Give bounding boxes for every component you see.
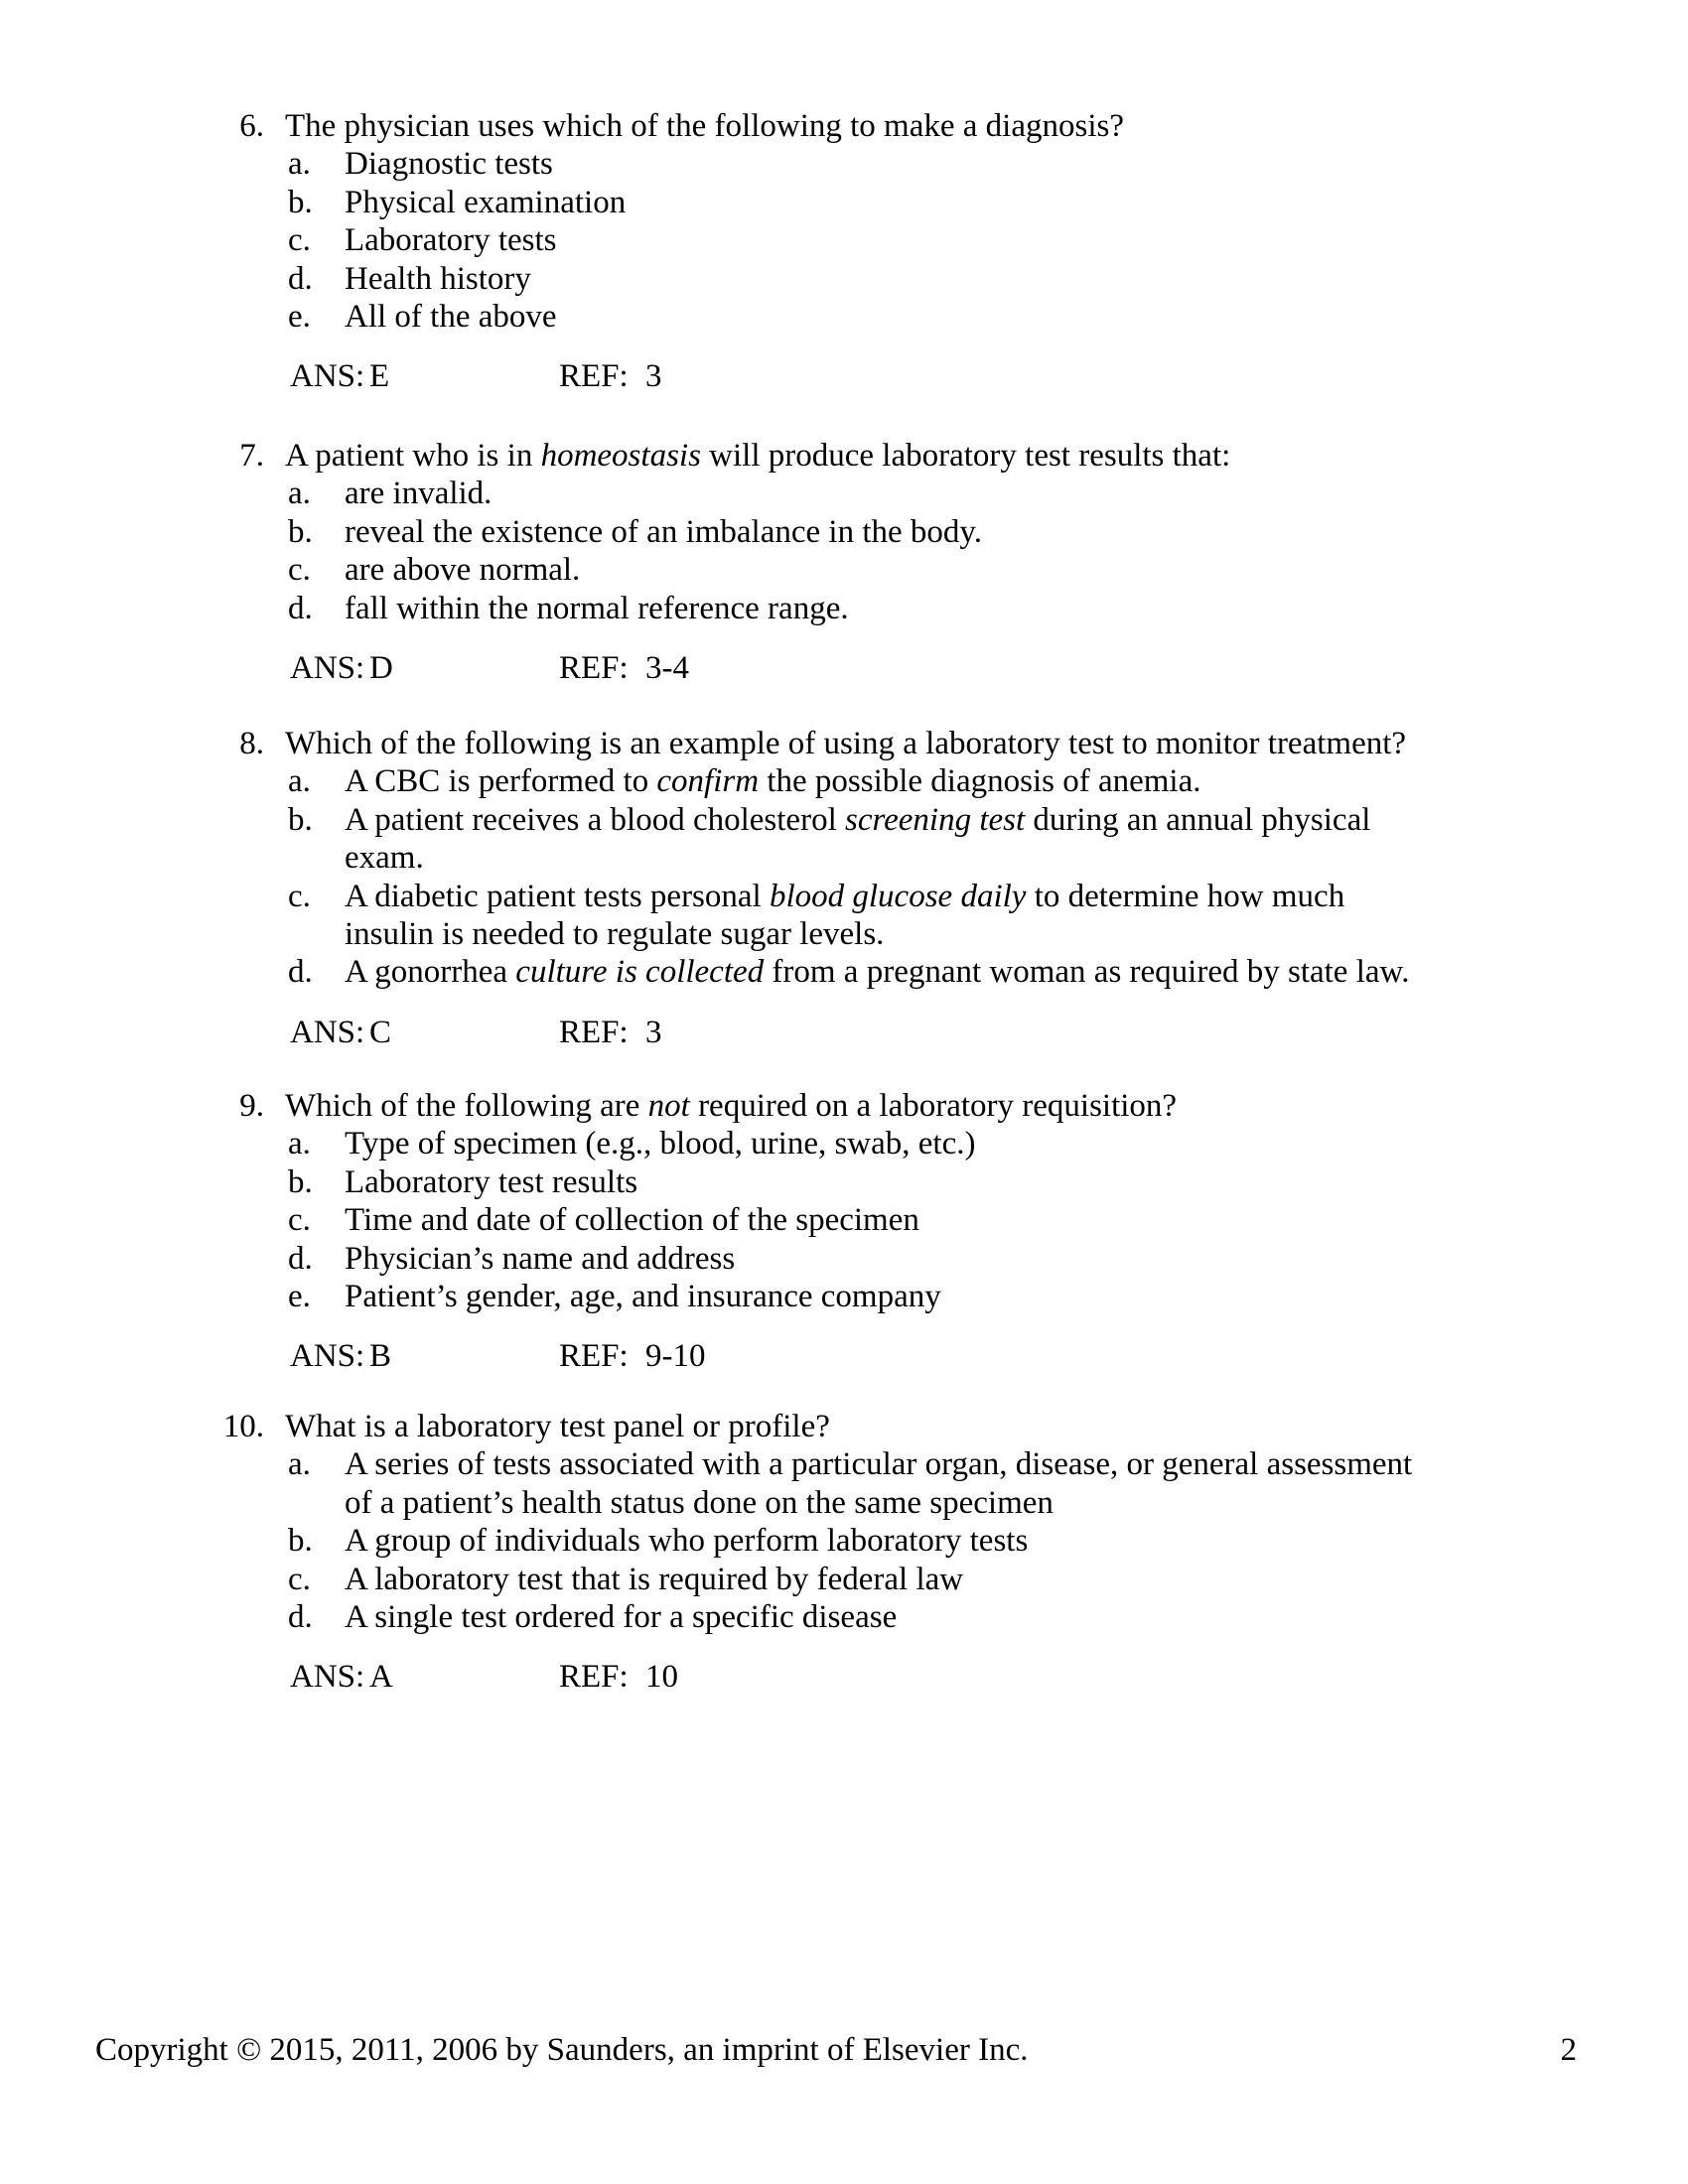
- ans-label: ANS:: [290, 358, 365, 395]
- option-text: A CBC is performed to confirm the possible diagnosis of anemia.: [345, 763, 1201, 800]
- option-letter: d.: [288, 590, 313, 626]
- question-title: A patient who is in homeostasis will produce laboratory test results that:: [285, 438, 1231, 474]
- ans-label: ANS:: [290, 1338, 365, 1375]
- option-row: [0, 1522, 1688, 1560]
- ref-label: REF:: [559, 358, 629, 395]
- option-letter: c.: [288, 878, 311, 914]
- option-text: Laboratory test results: [345, 1163, 638, 1200]
- question-number: 9.: [239, 1088, 264, 1124]
- option-text: Physical examination: [345, 184, 627, 220]
- ref-value: 3-4: [645, 650, 689, 687]
- option-letter: a.: [288, 476, 311, 512]
- option-text: A laboratory test that is required by federal law: [345, 1561, 964, 1597]
- ans-value: E: [369, 358, 390, 395]
- option-row: [0, 260, 1688, 298]
- option-letter: e.: [288, 299, 311, 336]
- option-row: [0, 221, 1688, 259]
- option-row: [0, 1240, 1688, 1278]
- option-letter: a.: [288, 1126, 311, 1162]
- option-letter: c.: [288, 1202, 311, 1239]
- question-number: 6.: [239, 108, 264, 144]
- ans-value: A: [369, 1659, 393, 1696]
- option-letter: c.: [288, 552, 311, 589]
- option-text: reveal the existence of an imbalance in the body.: [345, 513, 983, 550]
- option-letter: b.: [288, 513, 313, 550]
- option-row: [0, 1561, 1688, 1598]
- question-title: What is a laboratory test panel or profile?: [285, 1409, 830, 1444]
- page-footer: [95, 2031, 1577, 2069]
- option-letter: d.: [288, 954, 313, 991]
- question-title: Which of the following are not required on a laboratory requisition?: [285, 1088, 1178, 1124]
- option-letter: a.: [288, 146, 311, 183]
- ans-label: ANS:: [290, 1659, 365, 1696]
- question-number: 10.: [222, 1409, 264, 1444]
- page-number: 2: [1560, 2032, 1577, 2068]
- option-row: [0, 298, 1688, 336]
- option-row: [0, 878, 1688, 954]
- option-row: [0, 801, 1688, 878]
- option-text: are above normal.: [345, 552, 581, 589]
- answer-row: [0, 357, 1688, 395]
- ref-label: REF:: [559, 1659, 629, 1696]
- option-text: A single test ordered for a specific disease: [345, 1599, 898, 1636]
- option-text: fall within the normal reference range.: [345, 590, 849, 626]
- option-text: Time and date of collection of the specimen: [345, 1202, 919, 1239]
- option-text: Laboratory tests: [345, 222, 557, 259]
- question-block-9: [0, 1087, 1688, 1376]
- option-row: [0, 762, 1688, 800]
- option-row: [0, 1201, 1688, 1239]
- option-letter: b.: [288, 1523, 313, 1560]
- option-letter: c.: [288, 222, 311, 259]
- question-title: Which of the following is an example of using a laboratory test to monitor treatment?: [285, 726, 1407, 761]
- question-heading: [0, 1087, 1688, 1125]
- copyright-text: Copyright © 2015, 2011, 2006 by Saunders, an imprint of Elsevier Inc.: [95, 2032, 1029, 2068]
- option-text: Type of specimen (e.g., blood, urine, swab, etc.): [345, 1126, 976, 1162]
- option-row: [0, 184, 1688, 221]
- option-text: A patient receives a blood cholesterol screening test during an annual physical exam.: [345, 801, 1371, 877]
- question-heading: [0, 107, 1688, 145]
- ref-label: REF:: [559, 650, 629, 687]
- option-text: A series of tests associated with a particular organ, disease, or general assessment of a patient’s health status done on the same specimen: [345, 1446, 1413, 1521]
- answer-row: [0, 1337, 1688, 1375]
- option-row: [0, 513, 1688, 551]
- ref-value: 3: [645, 1014, 662, 1050]
- option-row: [0, 590, 1688, 627]
- option-letter: b.: [288, 1163, 313, 1200]
- option-text: Physician’s name and address: [345, 1240, 736, 1277]
- option-row: [0, 1163, 1688, 1201]
- ref-value: 10: [645, 1659, 678, 1696]
- ans-label: ANS:: [290, 650, 365, 687]
- ans-label: ANS:: [290, 1014, 365, 1050]
- option-row: [0, 1445, 1688, 1522]
- ref-value: 3: [645, 358, 662, 395]
- option-letter: e.: [288, 1279, 311, 1315]
- question-number: 8.: [239, 726, 264, 761]
- question-heading: [0, 725, 1688, 762]
- question-block-10: [0, 1408, 1688, 1697]
- option-row: [0, 145, 1688, 183]
- option-text: Patient’s gender, age, and insurance company: [345, 1279, 941, 1315]
- ref-label: REF:: [559, 1338, 629, 1375]
- option-text: Health history: [345, 260, 531, 297]
- question-number: 7.: [239, 438, 264, 474]
- option-letter: d.: [288, 260, 313, 297]
- answer-row: [0, 1658, 1688, 1696]
- question-heading: [0, 1408, 1688, 1445]
- ref-label: REF:: [559, 1014, 629, 1050]
- option-text: A group of individuals who perform laboratory tests: [345, 1523, 1029, 1560]
- ans-value: C: [369, 1014, 392, 1050]
- question-block-6: [0, 107, 1688, 396]
- option-row: [0, 475, 1688, 512]
- question-heading: [0, 437, 1688, 475]
- question-block-8: [0, 725, 1688, 1051]
- option-letter: d.: [288, 1599, 313, 1636]
- option-text: A gonorrhea culture is collected from a pregnant woman as required by state law.: [345, 954, 1410, 991]
- option-row: [0, 1598, 1688, 1636]
- answer-row: [0, 1014, 1688, 1051]
- ref-value: 9-10: [645, 1338, 706, 1375]
- option-text: Diagnostic tests: [345, 146, 553, 183]
- answer-row: [0, 649, 1688, 687]
- option-letter: a.: [288, 1446, 311, 1483]
- option-letter: b.: [288, 184, 313, 220]
- option-letter: b.: [288, 801, 313, 838]
- option-letter: a.: [288, 763, 311, 800]
- question-block-7: [0, 437, 1688, 687]
- option-text: All of the above: [345, 299, 557, 336]
- option-letter: c.: [288, 1561, 311, 1597]
- option-row: [0, 1125, 1688, 1162]
- question-title: The physician uses which of the following to make a diagnosis?: [285, 108, 1124, 144]
- ans-value: D: [369, 650, 393, 687]
- ans-value: B: [369, 1338, 392, 1375]
- option-text: A diabetic patient tests personal blood glucose daily to determine how much insulin is needed to regulate sugar levels.: [345, 878, 1345, 953]
- option-row: [0, 1278, 1688, 1315]
- option-letter: d.: [288, 1240, 313, 1277]
- option-text: are invalid.: [345, 476, 492, 512]
- option-row: [0, 953, 1688, 991]
- option-row: [0, 551, 1688, 589]
